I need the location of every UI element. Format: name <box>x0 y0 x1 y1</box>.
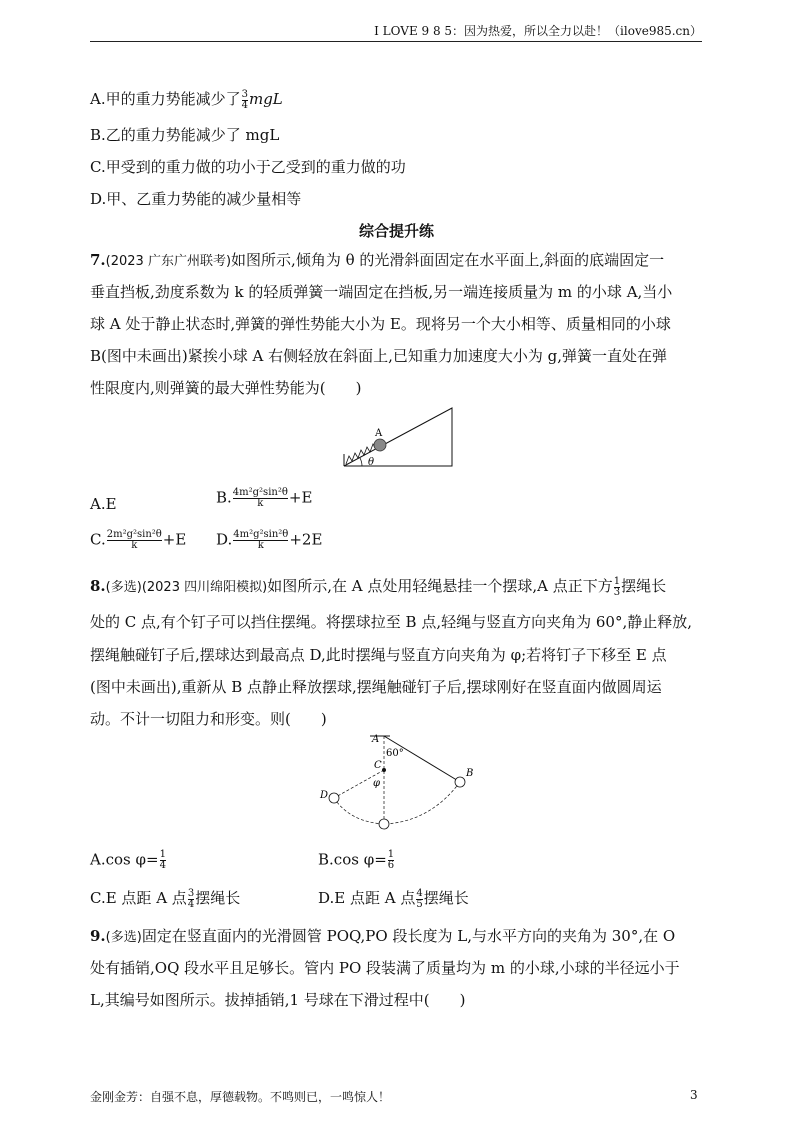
q7-option-b-prefix: B. <box>216 488 232 507</box>
q8-option-d-suffix: 摆绳长 <box>423 889 469 907</box>
label-b: B <box>466 768 474 779</box>
fraction-num: 4m²g²sin²θ <box>233 529 289 540</box>
q8-line-2: 处的 C 点,有个钉子可以挡住摆绳。将摆球拉至 B 点,轻绳与竖直方向夹角为 60°,静止释放, <box>90 613 693 631</box>
q7-line-2: 垂直挡板,劲度系数为 k 的轻质弹簧一端固定在挡板,另一端连接质量为 m 的小球 A,当小 <box>90 283 673 301</box>
q8-line-4: (图中未画出),重新从 B 点静止释放摆球,摆绳触碰钉子后,摆球刚好在竖直面内做圆周运 <box>90 678 662 696</box>
q7-line-4: B(图中未画出)紧挨小球 A 右侧轻放在斜面上,已知重力加速度大小为 g,弹簧一直处在弹 <box>90 347 668 365</box>
ball-d <box>329 793 339 803</box>
label-theta: θ <box>368 457 375 468</box>
label-c: C <box>374 760 382 771</box>
q6-option-c: C.甲受到的重力做的功小于乙受到的重力做的功 <box>90 158 406 176</box>
q8-option-a <box>90 850 167 871</box>
q8-number: 8. <box>90 577 106 595</box>
q8-option-b-fraction <box>388 850 394 871</box>
q7-incline-figure <box>338 404 458 472</box>
q7-option-c-prefix: C. <box>90 530 106 549</box>
q8-line-1 <box>90 575 666 598</box>
q8-line-5: 动。不计一切阻力和形变。则( ) <box>90 710 327 728</box>
q9-text-1: 固定在竖直面内的光滑圆管 POQ,PO 段长度为 L,与水平方向的夹角为 30°,在 O <box>141 927 676 945</box>
incline-triangle <box>344 408 452 466</box>
nail-c <box>382 768 386 772</box>
q7-option-d <box>216 530 322 551</box>
swing-path <box>334 782 460 824</box>
fraction-num: 2m²g²sin²θ <box>106 529 162 540</box>
q7-line-3: 球 A 处于静止状态时,弹簧的弹性势能大小为 E。现将另一个大小相等、质量相同的小球 <box>90 315 671 333</box>
fraction-den: 4 <box>187 898 195 910</box>
q6-option-a <box>90 88 283 111</box>
label-phi: φ <box>373 778 381 789</box>
q8-option-d <box>318 887 469 910</box>
label-a: A <box>375 428 383 439</box>
angle-arc <box>360 458 362 466</box>
fraction-den: 6 <box>387 860 395 871</box>
q7-option-d-fraction <box>233 530 288 551</box>
fraction-num: 1 <box>159 849 166 860</box>
q8-option-c-suffix: 摆绳长 <box>195 889 241 907</box>
q7-option-b <box>216 488 312 509</box>
fraction-num: 1 <box>387 849 395 860</box>
q7-option-c <box>90 530 186 551</box>
q8-line-3: 摆绳触碰钉子后,摆球达到最高点 D,此时摆绳与竖直方向夹角为 φ;若将钉子下移至 E 点 <box>90 646 667 664</box>
ball-b <box>455 777 465 787</box>
q8-text-1b: 摆绳长 <box>621 577 667 595</box>
string-to-b <box>384 736 460 782</box>
page-number: 3 <box>690 1088 698 1102</box>
q7-number: 7. <box>90 251 106 269</box>
q8-text-1a: 如图所示,在 A 点处用轻绳悬挂一个摆球,A 点正下方 <box>267 577 613 595</box>
header-divider <box>90 41 702 42</box>
q6-option-a-prefix: A.甲的重力势能减少了 <box>90 90 241 108</box>
q7-source-tag: (2023 广东广州联考) <box>105 254 232 269</box>
q7-option-c-suffix: +E <box>162 530 187 549</box>
fraction-den: 4 <box>241 99 248 111</box>
ball-bottom <box>379 819 389 829</box>
label-a: A <box>372 734 380 745</box>
fraction-den: 5 <box>416 898 423 910</box>
q7-option-d-prefix: D. <box>216 530 233 549</box>
fraction-num: 4 <box>416 887 423 899</box>
q8-source-tag: (多选)(2023 四川绵阳模拟) <box>105 580 268 595</box>
q7-option-b-suffix: +E <box>288 488 313 507</box>
q9-line-3: L,其编号如图所示。拔掉插销,1 号球在下滑过程中( ) <box>90 991 466 1009</box>
q8-option-c-prefix: C.E 点距 A 点 <box>90 889 187 907</box>
fraction-num: 4m²g²sin²θ <box>232 487 288 498</box>
q6-option-b: B.乙的重力势能减少了 mgL <box>90 126 280 144</box>
q9-source-tag: (多选) <box>105 930 142 945</box>
label-d: D <box>320 790 329 801</box>
fraction-den: k <box>233 498 288 509</box>
q8-option-d-prefix: D.E 点距 A 点 <box>318 889 416 907</box>
fraction-den: 4 <box>159 860 166 871</box>
q8-option-d-fraction <box>416 889 422 910</box>
q8-line1-fraction <box>614 577 620 598</box>
q9-line-1 <box>90 925 675 946</box>
section-title: 综合提升练 <box>358 222 434 240</box>
q8-option-c <box>90 887 240 910</box>
page-header: I LOVE 9 8 5：因为热爱，所以全力以赴！（ilove985.cn） <box>374 24 702 38</box>
ball-a <box>374 439 386 451</box>
q7-text-1: 如图所示,倾角为 θ 的光滑斜面固定在水平面上,斜面的底端固定一 <box>231 251 665 269</box>
q7-option-a: A.E <box>90 495 117 513</box>
fraction-num: 3 <box>187 887 195 899</box>
q7-line-1 <box>90 249 664 270</box>
q8-option-b <box>318 850 395 871</box>
q7-option-d-suffix: +2E <box>289 530 323 549</box>
q7-option-c-fraction <box>107 530 162 551</box>
q9-number: 9. <box>90 927 106 945</box>
q6-option-a-fraction <box>242 90 248 111</box>
q9-line-2: 处有插销,OQ 段水平且足够长。管内 PO 段装满了质量均为 m 的小球,小球的半径远小于 <box>90 959 680 977</box>
q7-option-b-fraction <box>233 488 288 509</box>
q8-option-b-prefix: B.cos φ= <box>318 850 387 869</box>
q8-pendulum-figure <box>310 728 490 833</box>
fraction-den: 3 <box>613 586 621 598</box>
fraction-den: k <box>107 540 162 551</box>
q8-option-a-prefix: A.cos φ= <box>90 850 159 869</box>
page-footer-motto: 金刚金芳：自强不息，厚德载物。不鸣则已，一鸣惊人！ <box>90 1090 391 1104</box>
fraction-den: k <box>233 540 288 551</box>
label-60: 60° <box>386 748 404 759</box>
q8-option-a-fraction <box>160 850 166 871</box>
q6-option-a-suffix: mgL <box>248 90 283 108</box>
q8-option-c-fraction <box>188 889 194 910</box>
fraction-num: 3 <box>241 88 248 100</box>
q6-option-d: D.甲、乙重力势能的减少量相等 <box>90 190 302 208</box>
fraction-num: 1 <box>613 575 621 587</box>
q7-line-5: 性限度内,则弹簧的最大弹性势能为( ) <box>90 379 362 397</box>
